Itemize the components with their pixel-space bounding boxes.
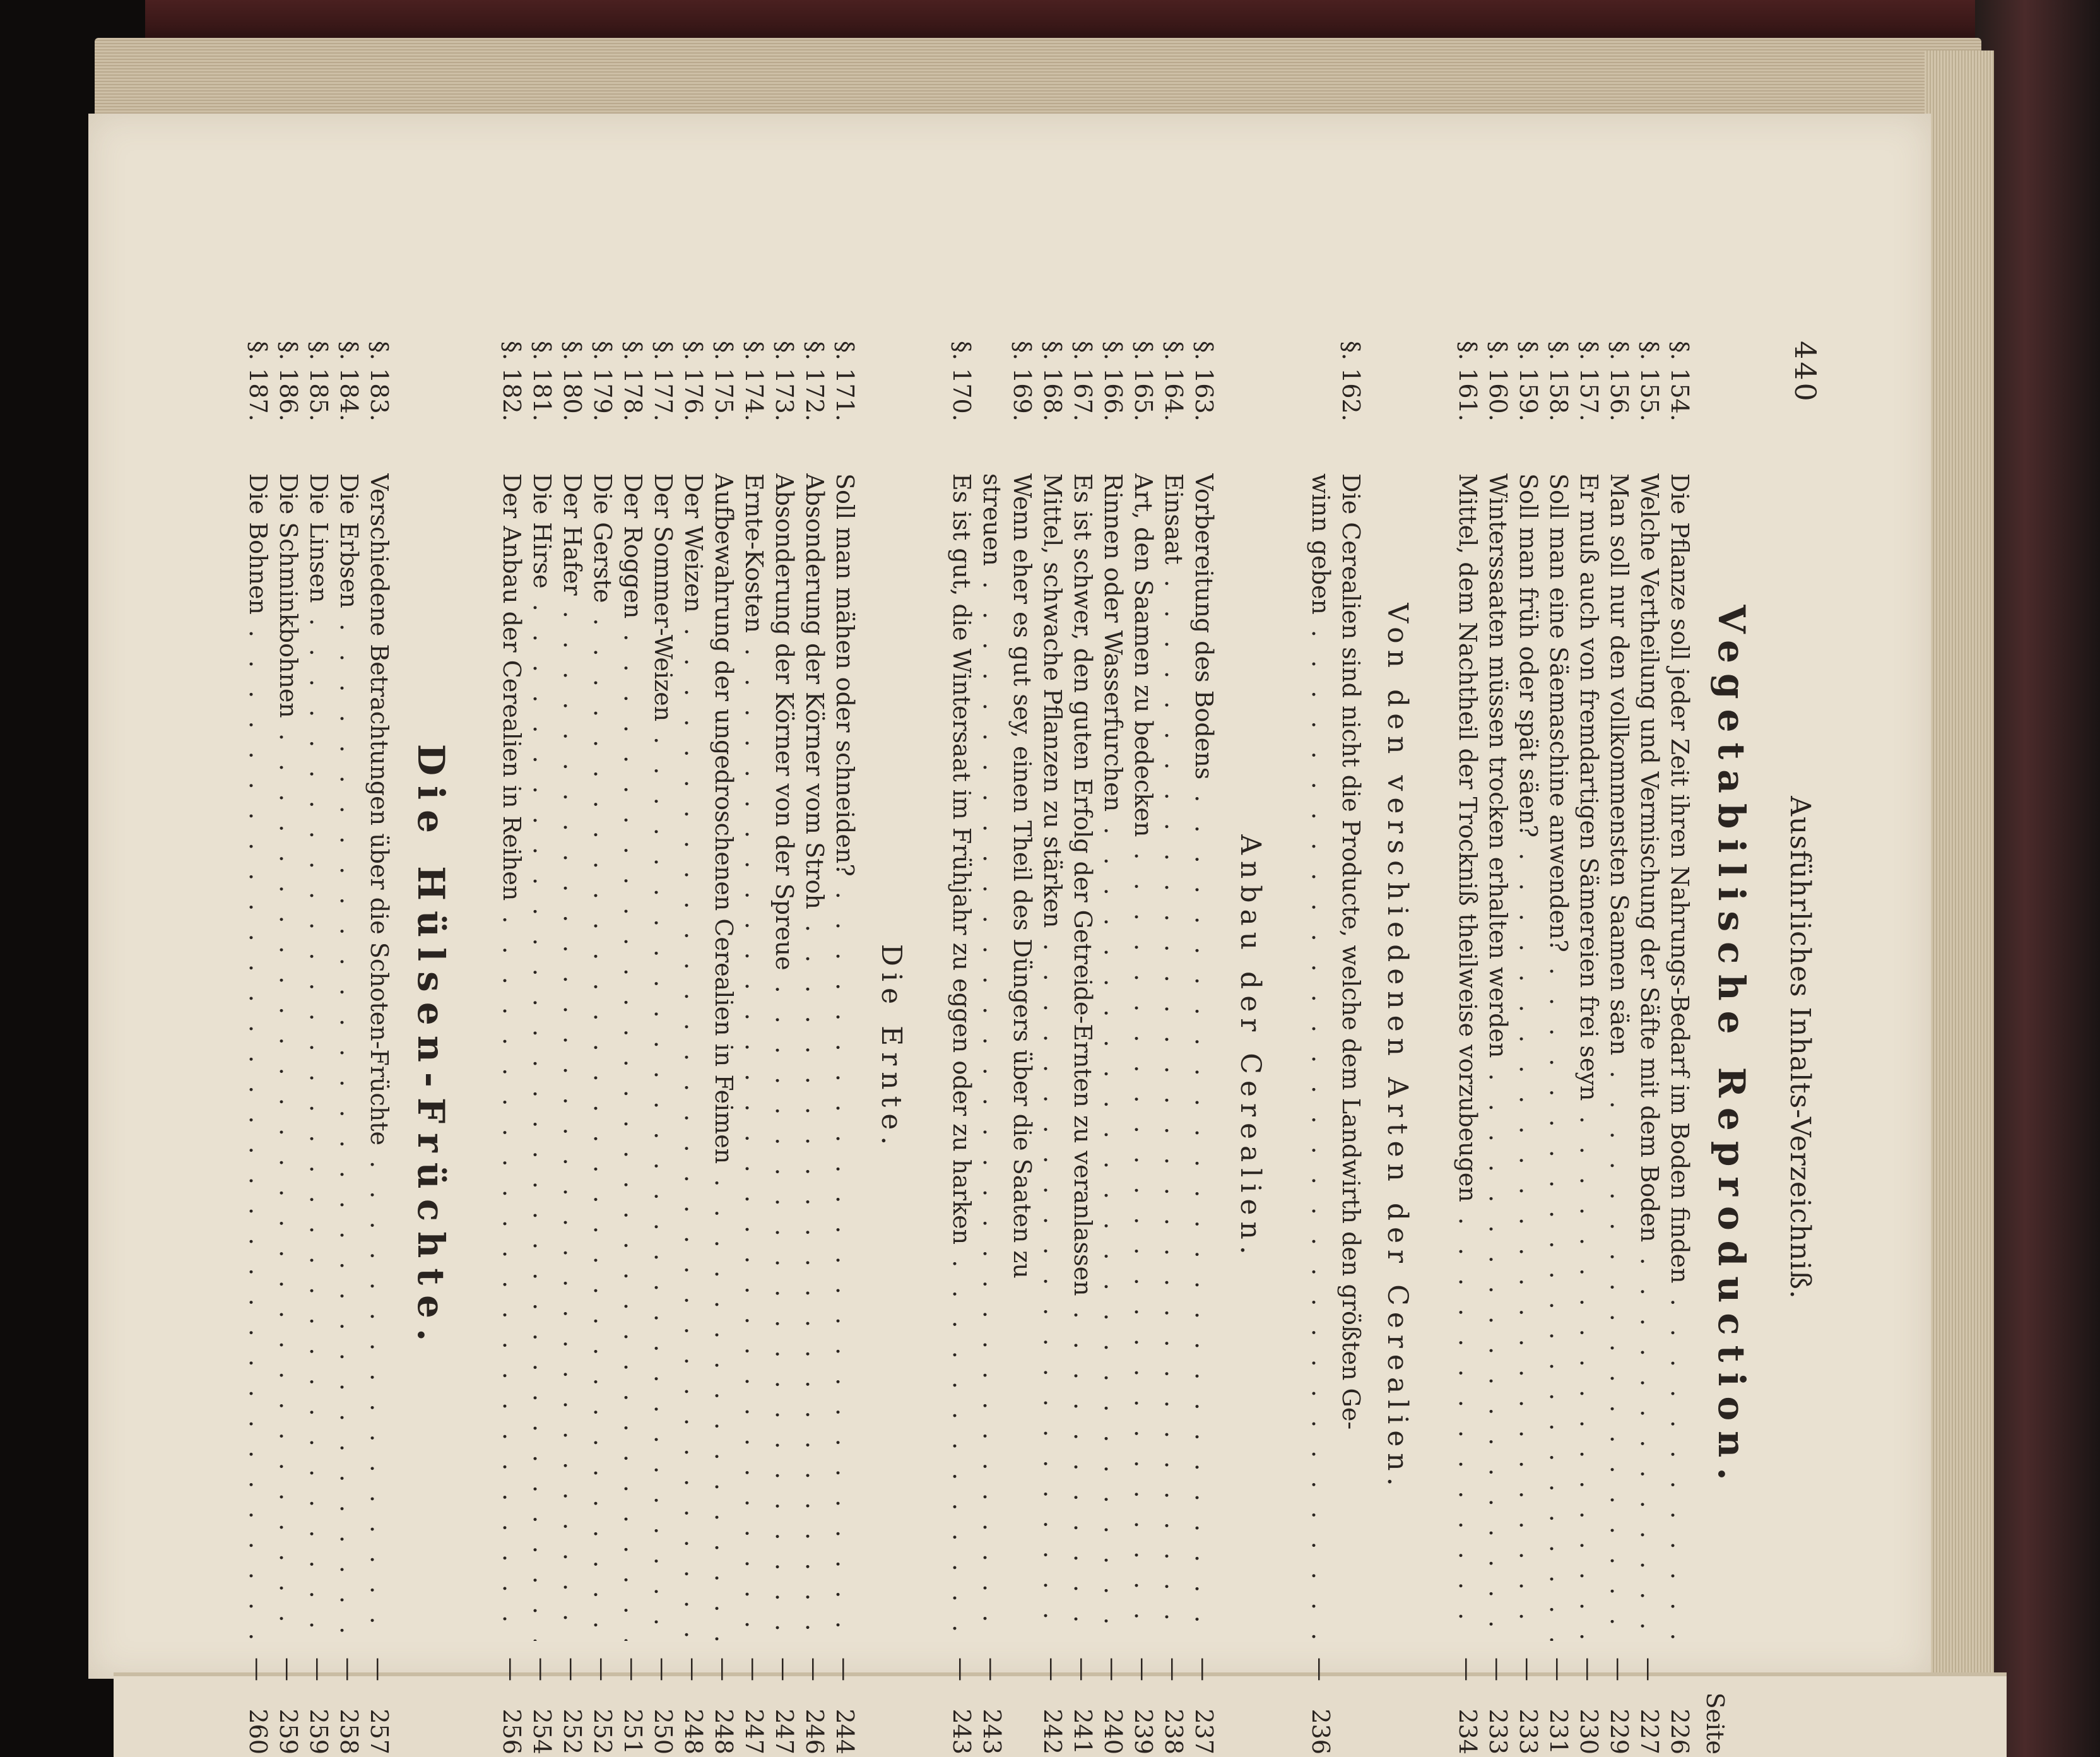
ditto-dash: —: [335, 1657, 363, 1681]
page-reference: 239: [1130, 1708, 1157, 1754]
running-title: Ausführliches Inhalts-Verzeichniß.: [1784, 796, 1816, 1299]
section-number: §. 170.: [948, 341, 976, 422]
page-number: 440: [1788, 341, 1822, 404]
entry-title: Absonderung der Körner vom Stroh . . .: [799, 473, 830, 1641]
toc-entry: [1634, 341, 1665, 1754]
entry-title: Die Bohnen . . .: [243, 473, 273, 1641]
section-number: §. 156.: [1605, 341, 1633, 422]
toc-entry: [1604, 341, 1634, 1754]
toc-entry: [947, 341, 977, 1754]
toc-entry: [334, 341, 364, 1754]
ditto-dash: —: [831, 1657, 859, 1681]
ditto-dash: —: [1545, 1657, 1572, 1681]
page-reference: 260: [244, 1708, 272, 1754]
entry-title: Die Cerealien sind nicht die Producte, welche dem Landwirth den größten Ge-: [1337, 473, 1365, 1430]
ditto-dash: —: [1636, 1657, 1663, 1681]
entry-title: Soll man eine Säemaschine anwenden? . . .: [1543, 473, 1574, 1641]
entry-title: Man soll nur den vollkommensten Saamen säen . . .: [1604, 473, 1634, 1641]
toc-entry: [1483, 341, 1513, 1754]
toc-entry: [648, 341, 678, 1754]
entry-title: Es ist schwer, den guten Erfolg der Getreide-Ernten zu veranlassen . . .: [1068, 473, 1098, 1641]
ditto-dash: —: [740, 1657, 768, 1681]
entry-title: Aufbewahrung der ungedroschenen Cerealien in Feimen . . .: [709, 473, 739, 1641]
toc-entry: [709, 341, 739, 1754]
column-header-row: [1700, 341, 1730, 1754]
entry-title: Verschiedene Betrachtungen über die Schoten-Früchte . . .: [364, 473, 394, 1641]
ditto-dash: —: [274, 1657, 302, 1681]
section-number: §. 164.: [1160, 341, 1188, 422]
page-reference: 252: [589, 1708, 616, 1754]
page-reference: 226: [1666, 1708, 1694, 1754]
section-number: §. 161.: [1454, 341, 1482, 422]
section-title: Die Hülsen-Früchte.: [410, 743, 452, 1352]
page-reference: 234: [1454, 1708, 1482, 1754]
ditto-dash: —: [801, 1657, 829, 1681]
page-reference: 242: [1039, 1708, 1066, 1754]
ditto-dash: —: [365, 1657, 393, 1681]
entry-title: Rinnen oder Wasserfurchen . . .: [1098, 473, 1128, 1641]
ditto-dash: —: [1069, 1657, 1097, 1681]
section-number: §. 182.: [498, 341, 526, 422]
toc-entry: [1306, 341, 1336, 1754]
section-title: Von den verschiedenen Arten der Cerealien.: [1381, 603, 1413, 1493]
toc-entry: [769, 341, 799, 1754]
section-number: §. 174.: [740, 341, 768, 422]
page-reference: 237: [1190, 1708, 1218, 1754]
entry-title: Die Erbsen . . .: [334, 473, 364, 1641]
page-reference: 244: [831, 1708, 859, 1754]
ditto-dash: —: [649, 1657, 677, 1681]
page-reference: 256: [498, 1708, 526, 1754]
section-number: §. 184.: [335, 341, 363, 422]
ditto-dash: —: [1514, 1657, 1542, 1681]
toc-entry: [527, 341, 557, 1754]
toc-entry: [799, 341, 830, 1754]
section-number: §. 157.: [1575, 341, 1603, 422]
entry-title: Die Schminkbohnen . . .: [273, 473, 304, 1641]
toc-entry: [977, 341, 1007, 1754]
ditto-dash: —: [1307, 1657, 1335, 1681]
entry-title: Es ist gut, die Wintersaat im Frühjahr zu eggen oder zu harken . . .: [947, 473, 977, 1641]
column-header-seite: Seite: [1701, 1692, 1729, 1754]
section-number: §. 178.: [619, 341, 647, 422]
section-title: Anbau der Cerealien.: [1234, 834, 1266, 1261]
page-reference: 254: [528, 1708, 556, 1754]
entry-title: Der Weizen . . .: [678, 473, 709, 1641]
section-number: §. 168.: [1039, 341, 1066, 422]
section-number: §. 180.: [558, 341, 586, 422]
section-number: §. 185.: [305, 341, 333, 422]
toc-entry: [1543, 341, 1574, 1754]
toc-entry: [1007, 341, 1037, 1754]
ditto-dash: —: [305, 1657, 333, 1681]
entry-title: Winterssaaten müssen trocken erhalten werden . . .: [1483, 473, 1513, 1641]
toc-entry: [739, 341, 769, 1754]
ditto-dash: —: [948, 1657, 976, 1681]
entry-title: Soll man mähen oder schneiden? . . .: [830, 473, 860, 1641]
page-reference: 247: [770, 1708, 798, 1754]
toc-entry: [1574, 341, 1604, 1754]
section-number: §. 179.: [589, 341, 616, 422]
section-number: §. 181.: [528, 341, 556, 422]
section-number: §. 158.: [1545, 341, 1572, 422]
page-reference: 248: [710, 1708, 738, 1754]
page-reference: 240: [1099, 1708, 1127, 1754]
ditto-dash: —: [1160, 1657, 1188, 1681]
page-reference: 241: [1069, 1708, 1097, 1754]
ditto-dash: —: [558, 1657, 586, 1681]
toc-entry: [1665, 341, 1695, 1754]
page-reference: 236: [1307, 1708, 1335, 1754]
page-reference: 259: [305, 1708, 333, 1754]
toc-entry: [1513, 341, 1543, 1754]
page-reference: 250: [649, 1708, 677, 1754]
entry-title: Die Gerste . . .: [587, 473, 618, 1641]
ditto-dash: —: [1605, 1657, 1633, 1681]
toc-section: [1306, 341, 1413, 1754]
toc-entry: [1037, 341, 1068, 1754]
entry-title: winn geben . . .: [1306, 473, 1336, 1641]
section-title: Die Ernte.: [875, 944, 907, 1152]
section-number: §. 177.: [649, 341, 677, 422]
ditto-dash: —: [244, 1657, 272, 1681]
page-reference: 230: [1575, 1708, 1603, 1754]
toc-entry: [497, 341, 527, 1754]
toc-entry: [1189, 341, 1219, 1754]
page-reference: 227: [1636, 1708, 1663, 1754]
toc-entry: [1336, 341, 1366, 1754]
entry-title: Die Pflanze soll jeder Zeit ihren Nahrungs-Bedarf im Boden finden . . .: [1665, 473, 1695, 1641]
ditto-dash: —: [1039, 1657, 1066, 1681]
page-reference: 252: [558, 1708, 586, 1754]
entry-title: streuen . . .: [977, 473, 1007, 1641]
page-reference: 251: [619, 1708, 647, 1754]
toc-entry: [618, 341, 648, 1754]
section-title: Vegetabilische Reproduction.: [1710, 605, 1753, 1491]
ditto-dash: —: [619, 1657, 647, 1681]
section-number: §. 183.: [365, 341, 393, 422]
page-reference: 257: [365, 1708, 393, 1754]
toc-entry: [587, 341, 618, 1754]
page-reference: 233: [1484, 1708, 1512, 1754]
entry-title: Mittel, schwache Pflanzen zu stärken . . .: [1037, 473, 1068, 1641]
entry-title: Absonderung der Körner von der Spreue . . .: [769, 473, 799, 1641]
toc-entry: [1128, 341, 1159, 1754]
entry-title: Der Anbau der Cerealien in Reihen . . .: [497, 473, 527, 1641]
ditto-dash: —: [1454, 1657, 1482, 1681]
section-number: §. 175.: [710, 341, 738, 422]
entry-title: Welche Vertheilung und Vermischung der Säfte mit dem Boden . . .: [1634, 473, 1665, 1641]
section-number: §. 173.: [770, 341, 798, 422]
entry-title: Der Roggen . . .: [618, 473, 648, 1641]
section-number: §. 166.: [1099, 341, 1127, 422]
toc-entry: [304, 341, 334, 1754]
page-reference: 246: [801, 1708, 829, 1754]
toc-entry: [830, 341, 860, 1754]
ditto-dash: —: [1190, 1657, 1218, 1681]
book-cover-top: [145, 0, 1988, 43]
section-number: §. 160.: [1484, 341, 1512, 422]
toc-entry: [1068, 341, 1098, 1754]
page-reference: 231: [1545, 1708, 1572, 1754]
toc-entry: [557, 341, 587, 1754]
section-number: §. 176.: [680, 341, 707, 422]
toc-section: [947, 341, 1266, 1754]
toc-entry: [243, 341, 273, 1754]
ditto-dash: —: [710, 1657, 738, 1681]
toc-entry: [1098, 341, 1128, 1754]
page-reference: 259: [274, 1708, 302, 1754]
entry-title: Ernte-Kosten . . .: [739, 473, 769, 1641]
section-number: §. 172.: [801, 341, 829, 422]
page-reference: 248: [680, 1708, 707, 1754]
ditto-dash: —: [1575, 1657, 1603, 1681]
entry-title: Wenn eher es gut sey, einen Theil des Düngers über die Saaten zu: [1008, 473, 1036, 1279]
section-number: §. 187.: [244, 341, 272, 422]
toc-section: [497, 341, 907, 1754]
page-reference: 229: [1605, 1708, 1633, 1754]
entry-title: Er muß auch von fremdartigen Sämereien frei seyn . . .: [1574, 473, 1604, 1641]
section-number: §. 159.: [1514, 341, 1542, 422]
entry-title: Der Sommer-Weizen . . .: [648, 473, 678, 1641]
section-number: §. 162.: [1337, 341, 1365, 422]
section-number: §. 167.: [1069, 341, 1097, 422]
ditto-dash: —: [1130, 1657, 1157, 1681]
entry-title: Soll man früh oder spät säen? . . .: [1513, 473, 1543, 1641]
toc-section: [243, 341, 452, 1754]
entry-title: Vorbereitung des Bodens . . .: [1189, 473, 1219, 1641]
section-number: §. 155.: [1636, 341, 1663, 422]
table-of-contents: [243, 341, 1753, 1754]
page-content: [194, 341, 1835, 1754]
section-number: §. 163.: [1190, 341, 1218, 422]
page-reference: 243: [948, 1708, 976, 1754]
section-number: §. 165.: [1130, 341, 1157, 422]
ditto-dash: —: [528, 1657, 556, 1681]
ditto-dash: —: [680, 1657, 707, 1681]
entry-title: Die Hirse . . .: [527, 473, 557, 1641]
toc-entry: [273, 341, 304, 1754]
entry-title: Die Linsen . . .: [304, 473, 334, 1641]
page-edges-right: [1925, 50, 1994, 1704]
entry-title: Mittel, dem Nachtheil der Trockniß theilweise vorzubeugen . . .: [1453, 473, 1483, 1641]
ditto-dash: —: [589, 1657, 616, 1681]
entry-title: Art, den Saamen zu bedecken . . .: [1128, 473, 1159, 1641]
entry-title: Der Hafer . . .: [557, 473, 587, 1641]
section-number: §. 169.: [1008, 341, 1036, 422]
toc-entry: [1453, 341, 1483, 1754]
ditto-dash: —: [1484, 1657, 1512, 1681]
ditto-dash: —: [978, 1657, 1006, 1681]
section-number: §. 186.: [274, 341, 302, 422]
ditto-dash: —: [770, 1657, 798, 1681]
toc-section: [1453, 341, 1753, 1754]
section-number: §. 171.: [831, 341, 859, 422]
section-number: §. 154.: [1666, 341, 1694, 422]
page-reference: 233: [1514, 1708, 1542, 1754]
entry-title: Einsaat . . .: [1159, 473, 1189, 1641]
toc-entry: [1159, 341, 1189, 1754]
page-reference: 258: [335, 1708, 363, 1754]
page-reference: 238: [1160, 1708, 1188, 1754]
toc-entry: [364, 341, 394, 1754]
page-reference: 247: [740, 1708, 768, 1754]
page-header: [1759, 341, 1835, 1754]
toc-entry: [678, 341, 709, 1754]
ditto-dash: —: [1099, 1657, 1127, 1681]
page-reference: 243: [978, 1708, 1006, 1754]
ditto-dash: —: [498, 1657, 526, 1681]
